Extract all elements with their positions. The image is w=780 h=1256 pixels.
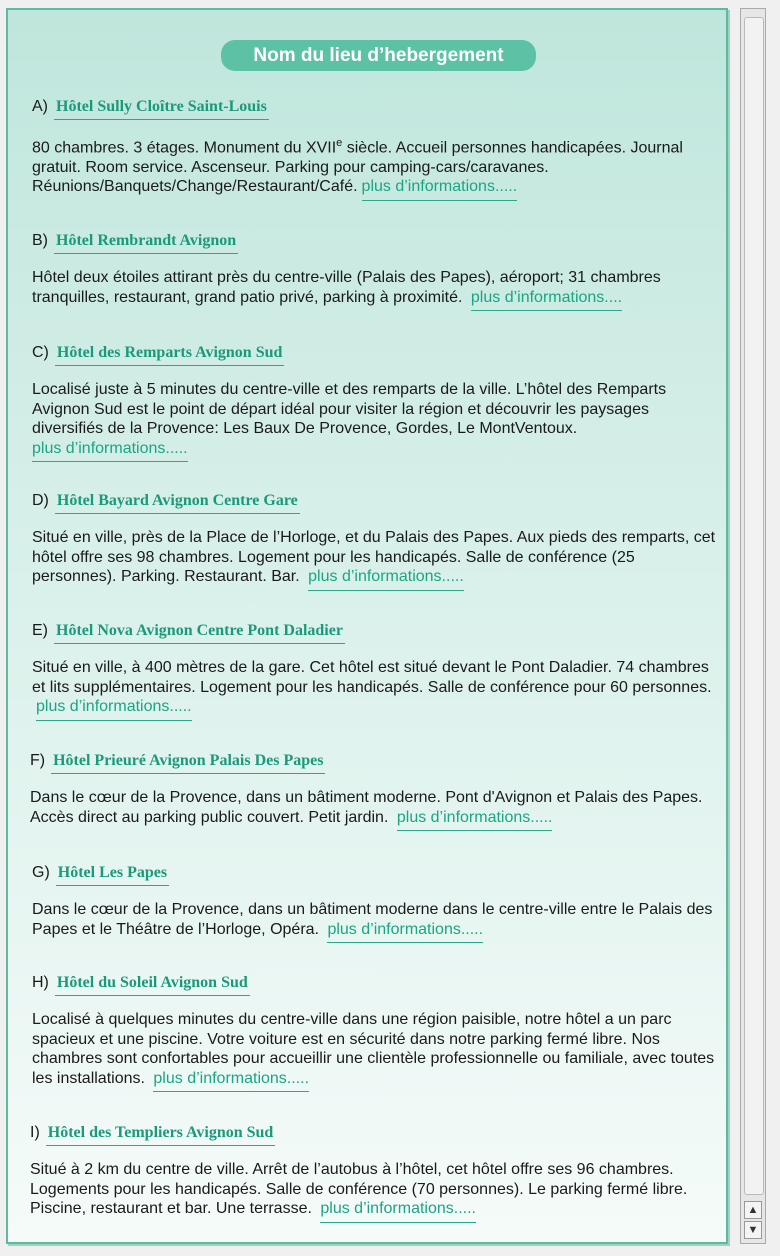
- hotel-name-link[interactable]: Hôtel Rembrandt Avignon: [54, 232, 238, 254]
- more-info-link[interactable]: plus d’informations.....: [327, 920, 483, 944]
- hotel-name-link[interactable]: Hôtel Sully Cloître Saint-Louis: [54, 98, 269, 120]
- hotel-name-link[interactable]: Hôtel Les Papes: [56, 864, 169, 886]
- item-letter: B): [32, 232, 48, 249]
- more-info-link[interactable]: plus d’informations.....: [153, 1069, 309, 1093]
- vertical-scrollbar[interactable]: [740, 8, 766, 1244]
- hotel-list-panel: [6, 8, 728, 1244]
- list-item: [8, 1124, 728, 1223]
- item-letter: H): [32, 974, 49, 991]
- hotel-description: Situé en ville, à 400 mètres de la gare. Cet hôtel est situé devant le Pont Daladier. 74 chambres et lits supplémentaires. Logement pour les handicapés. Salle de conférence pour 60 personnes. plus d’informations.....: [32, 658, 728, 721]
- more-info-link[interactable]: plus d’informations.....: [320, 1199, 476, 1223]
- hotel-name-link[interactable]: Hôtel des Remparts Avignon Sud: [55, 344, 285, 366]
- page-title: Nom du lieu d’hebergement: [221, 40, 536, 71]
- more-info-link[interactable]: plus d’informations.....: [32, 439, 188, 463]
- more-info-link[interactable]: plus d’informations.....: [36, 697, 192, 721]
- hotel-description: Dans le cœur de la Provence, dans un bâtiment moderne. Pont d'Avignon et Palais des Papes. Accès direct au parking public couvert. Petit jardin. plus d’informations.....: [30, 788, 728, 831]
- list-item: [8, 752, 728, 831]
- more-info-link[interactable]: plus d’informations.....: [308, 567, 464, 591]
- scrollbar-thumb[interactable]: [744, 17, 764, 1195]
- list-item: [8, 974, 728, 1092]
- hotel-description: Localisé juste à 5 minutes du centre-ville et des remparts de la ville. L’hôtel des Remparts Avignon Sud est le point de départ idéal pour visiter la région et découvrir les paysages diversifiés de la Provence: Les Baux De Provence, Gordes, Le MontVentoux. plus d’informations.....: [32, 380, 728, 462]
- list-item: [8, 232, 728, 311]
- item-letter: I): [30, 1124, 40, 1141]
- hotel-description: Situé à 2 km du centre de ville. Arrêt de l’autobus à l’hôtel, cet hôtel offre ses 96 chambres. Logements pour les handicapés. Salle de conférence (70 personnes). Le parking fermé libre. Piscine, restaurant et bar. Une terrasse. plus d’informations.....: [30, 1160, 728, 1223]
- hotel-name-link[interactable]: Hôtel du Soleil Avignon Sud: [55, 974, 250, 996]
- more-info-link[interactable]: plus d’informations.....: [362, 177, 518, 201]
- scroll-up-arrow-icon[interactable]: ▲: [744, 1201, 762, 1219]
- item-letter: D): [32, 492, 49, 509]
- hotel-description: Situé en ville, près de la Place de l’Horloge, et du Palais des Papes. Aux pieds des remparts, cet hôtel offre ses 98 chambres. Logement pour les handicapés. Salle de conférence (25 personnes). Parking. Restaurant. Bar. plus d’informations.....: [32, 528, 728, 591]
- hotel-name-link[interactable]: Hôtel Bayard Avignon Centre Gare: [55, 492, 300, 514]
- hotel-description: Hôtel deux étoiles attirant près du centre-ville (Palais des Papes), aéroport; 31 chambres tranquilles, restaurant, grand patio privé, parking à proximité. plus d’informations....: [32, 268, 728, 311]
- hotel-description: 80 chambres. 3 étages. Monument du XVIIe siècle. Accueil personnes handicapées. Journal gratuit. Room service. Ascenseur. Parking pour camping-cars/caravanes. Réunions/Banquets/Change/Restaurant/Café. plus d’informations.....: [32, 134, 728, 201]
- more-info-link[interactable]: plus d’informations....: [471, 288, 622, 312]
- list-item: [8, 622, 728, 721]
- scroll-down-arrow-icon[interactable]: ▼: [744, 1221, 762, 1239]
- hotel-name-link[interactable]: Hôtel Prieuré Avignon Palais Des Papes: [51, 752, 325, 774]
- hotel-name-link[interactable]: Hôtel Nova Avignon Centre Pont Daladier: [54, 622, 345, 644]
- item-letter: G): [32, 864, 50, 881]
- list-item: [8, 98, 728, 201]
- item-letter: E): [32, 622, 48, 639]
- hotel-description: Dans le cœur de la Provence, dans un bâtiment moderne dans le centre-ville entre le Palais des Papes et le Théâtre de l’Horloge, Opéra. plus d’informations.....: [32, 900, 728, 943]
- list-item: [8, 864, 728, 943]
- hotel-name-link[interactable]: Hôtel des Templiers Avignon Sud: [46, 1124, 276, 1146]
- list-item: [8, 492, 728, 591]
- list-item: [8, 344, 728, 462]
- item-letter: A): [32, 98, 48, 115]
- hotel-description: Localisé à quelques minutes du centre-ville dans une région paisible, notre hôtel a un parc spacieux et une piscine. Votre voiture est en sécurité dans notre parking fermé libre. Nos chambres sont confortables pour accueillir une clientèle professionnelle ou familiale, avec toutes les installations. plus d’informations.....: [32, 1010, 728, 1092]
- item-letter: C): [32, 344, 49, 361]
- item-letter: F): [30, 752, 46, 769]
- more-info-link[interactable]: plus d’informations.....: [397, 808, 553, 832]
